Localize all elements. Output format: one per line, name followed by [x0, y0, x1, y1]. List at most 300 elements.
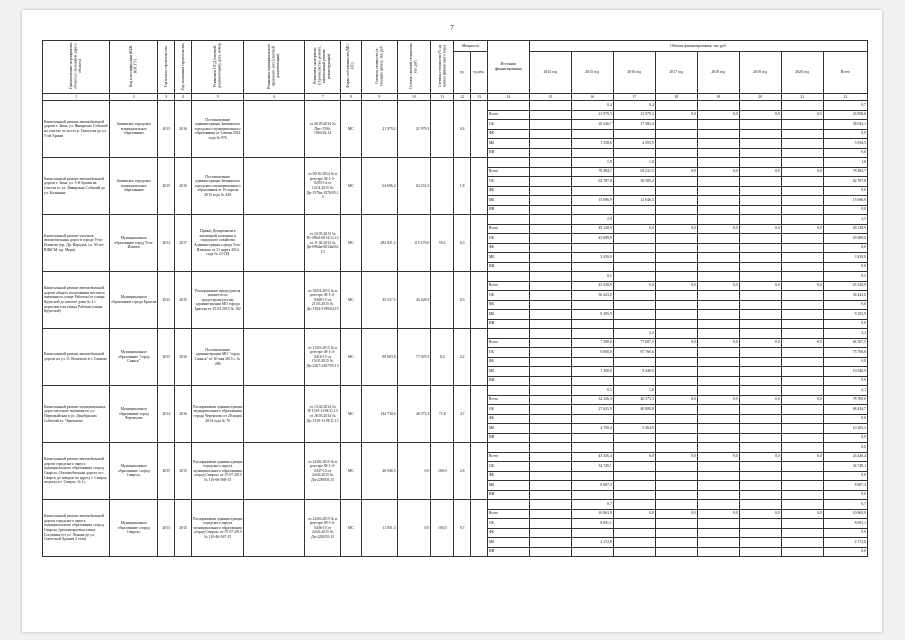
- funding-value: [571, 129, 613, 139]
- object-code: Муниципальное образование «город Свирск»: [110, 443, 158, 500]
- funding-value: [529, 348, 571, 358]
- funding-value: [655, 205, 697, 215]
- funding-source: ФБ: [487, 528, 529, 538]
- ownership: МС: [340, 386, 361, 443]
- funding-total: 43 436,4: [823, 452, 867, 462]
- funding-value: 0,0: [739, 167, 781, 177]
- legal-act: [244, 215, 305, 272]
- funding-value: [571, 319, 613, 329]
- remaining-cost: 63 231,5: [397, 158, 431, 215]
- funding-value: [697, 528, 739, 538]
- column-number: 11: [431, 94, 454, 101]
- funding-value: [655, 528, 697, 538]
- funding-value: [781, 120, 823, 130]
- funding-value: [739, 376, 781, 386]
- funding-value: [697, 462, 739, 472]
- funding-total: 3 439,0: [823, 253, 867, 263]
- funding-value: [613, 490, 655, 500]
- funding-value: [697, 367, 739, 377]
- funding-value: 15 696,9: [571, 196, 613, 206]
- funding-value: [529, 338, 571, 348]
- funding-value: 9 240,9: [613, 367, 655, 377]
- ownership: МС: [340, 272, 361, 329]
- funding-total: 10 863,9: [823, 509, 867, 519]
- funding-value: [739, 519, 781, 529]
- capacity-value: 0,5: [454, 272, 471, 329]
- funding-value: 0,0: [697, 395, 739, 405]
- funding-value: [571, 329, 613, 339]
- capacity-value: 4,7: [454, 386, 471, 443]
- funding-total: 10 265,3: [823, 424, 867, 434]
- funding-value: [529, 177, 571, 187]
- object-code: Муниципальное образование город Черемхово: [110, 386, 158, 443]
- capacity-unit: [471, 443, 488, 500]
- header-expertise: Реквизиты экспертизы (строительство, ремонт, капитальный ремонт, реконструкция): [305, 41, 341, 94]
- funding-value: [571, 443, 613, 453]
- funding-value: [529, 300, 571, 310]
- funding-value: [613, 481, 655, 491]
- funding-total: 0,0: [823, 528, 867, 538]
- funding-source: ФБ: [487, 357, 529, 367]
- funding-value: [529, 386, 571, 396]
- column-number: 1: [43, 94, 110, 101]
- object-code: Муниципальное образование "город Саянск": [110, 329, 158, 386]
- funding-value: 34 749,1: [571, 462, 613, 472]
- funding-value: 7 300,0: [571, 338, 613, 348]
- funding-value: [613, 471, 655, 481]
- funding-value: [739, 101, 781, 111]
- funding-value: [613, 443, 655, 453]
- funding-value: [529, 357, 571, 367]
- funding-source: ИИ: [487, 547, 529, 557]
- funding-value: [739, 490, 781, 500]
- funding-source: ИИ: [487, 205, 529, 215]
- funding-value: [697, 243, 739, 253]
- funding-value: 0,0: [655, 224, 697, 234]
- funding-value: [697, 120, 739, 130]
- table-row: [43, 443, 868, 453]
- start-year: 2014: [158, 386, 175, 443]
- funding-value: 17 583,4: [613, 120, 655, 130]
- funding-value: [613, 148, 655, 158]
- object-name: Капитальный ремонт автомобильной дороги общего пользования местного значения по улице Рабочая (от улицы Крупской до жилого дома № 2 с переулкастом улицы Рабочая-улицы Крупской): [43, 272, 110, 329]
- funding-value: [529, 291, 571, 301]
- funding-value: 1 538,6: [571, 139, 613, 149]
- funding-value: [781, 528, 823, 538]
- readiness: 8,4: [431, 329, 454, 386]
- funding-value: 0,7: [571, 500, 613, 510]
- funding-total: 84 307,5: [823, 338, 867, 348]
- funding-value: [781, 405, 823, 415]
- funding-value: 46 373,3: [613, 395, 655, 405]
- readiness: 100,0: [431, 443, 454, 500]
- funding-value: [739, 433, 781, 443]
- funding-value: [613, 310, 655, 320]
- funding-value: [529, 120, 571, 130]
- object-name: Капитальный ремонт автомобильной дороги городского округа муниципального образования «город Свирск» (ремонтируемая улица Соцлиния (от ул. Ленина до ул. Советской Армии) 2 этап): [43, 500, 110, 557]
- funding-value: 6 000,0: [571, 348, 613, 358]
- funding-value: [697, 300, 739, 310]
- funding-value: 0,0: [613, 509, 655, 519]
- funding-value: 0,0: [655, 509, 697, 519]
- funding-value: [739, 500, 781, 510]
- estimated-cost: 11 851,3: [361, 500, 397, 557]
- funding-value: 0,0: [739, 509, 781, 519]
- column-number: 17: [613, 94, 655, 101]
- funding-source: МБ: [487, 424, 529, 434]
- pso-details: Распоряжение администрации городского округа муниципального образования «город Свирск» от 07.07.2015 № 110-46-567-15: [191, 500, 243, 557]
- capacity-value: 1,8: [454, 158, 471, 215]
- funding-value: 1,8: [571, 158, 613, 168]
- funding-value: [613, 262, 655, 272]
- funding-total: 0,7: [823, 500, 867, 510]
- funding-value: [529, 452, 571, 462]
- funding-value: [781, 196, 823, 206]
- funding-value: [697, 443, 739, 453]
- funding-value: [613, 528, 655, 538]
- funding-value: [655, 367, 697, 377]
- end-year: 2016: [175, 101, 192, 158]
- funding-value: 0,0: [739, 281, 781, 291]
- document-page: [22, 10, 882, 632]
- remaining-cost: 45 428,9: [397, 272, 431, 329]
- funding-value: [529, 262, 571, 272]
- funding-value: [697, 424, 739, 434]
- funding-value: [655, 433, 697, 443]
- funding-source: ОБ: [487, 462, 529, 472]
- funding-value: [655, 129, 697, 139]
- table-row: [43, 101, 868, 111]
- funding-value: [697, 348, 739, 358]
- funding-value: [655, 547, 697, 557]
- funding-value: 12 646,3: [613, 196, 655, 206]
- funding-value: [781, 243, 823, 253]
- column-number: 14: [487, 94, 529, 101]
- funding-value: 63 231,5: [613, 167, 655, 177]
- capacity-unit: [471, 500, 488, 557]
- funding-value: [655, 357, 697, 367]
- funding-total: 0,0: [823, 300, 867, 310]
- funding-value: [781, 101, 823, 111]
- funding-value: [655, 196, 697, 206]
- funding-value: [739, 528, 781, 538]
- expertise-details: от 15.05.2015 № в реестре 38-1-4-0416-15 от 15.05.2015 № Дп-2267-2267/05.15: [305, 329, 341, 386]
- funding-source: ИИ: [487, 262, 529, 272]
- funding-value: 21 979,3: [571, 110, 613, 120]
- funding-source: Всего: [487, 167, 529, 177]
- page-number: 7: [450, 24, 454, 32]
- funding-source: МБ: [487, 538, 529, 548]
- estimated-cost: 282 821,5: [361, 215, 397, 272]
- funding-value: [529, 329, 571, 339]
- capacity-value: 0,4: [454, 101, 471, 158]
- funding-value: [655, 414, 697, 424]
- funding-total: 0,0: [823, 433, 867, 443]
- pso-details: Постановление администрации МО "город Саянск" от 20 мая 2015 г. № 286: [191, 329, 243, 386]
- funding-value: 0,0: [697, 338, 739, 348]
- capacity-value: 2,8: [454, 443, 471, 500]
- funding-value: 77 007,5: [613, 338, 655, 348]
- funding-value: [529, 319, 571, 329]
- funding-value: 45 528,9: [571, 281, 613, 291]
- funding-value: 0,0: [781, 452, 823, 462]
- funding-value: 0,0: [781, 338, 823, 348]
- capacity-unit: [471, 329, 488, 386]
- funding-value: [739, 547, 781, 557]
- column-number: 2: [110, 94, 158, 101]
- pso-details: Распоряжение администрации городского округа муниципального образования «город Свирск» от 07.07.2015 № 110-66-568-15: [191, 443, 243, 500]
- header-name: Наименование мероприятия, объекта (с указанием адреса объекта): [43, 41, 110, 94]
- funding-value: 0,0: [739, 395, 781, 405]
- funding-value: [655, 462, 697, 472]
- funding-value: [739, 405, 781, 415]
- funding-value: [529, 281, 571, 291]
- funding-value: 1,8: [613, 158, 655, 168]
- capacity-value: 2,2: [454, 329, 471, 386]
- funding-total: 1,8: [823, 158, 867, 168]
- funding-value: [613, 234, 655, 244]
- funding-source: ОБ: [487, 291, 529, 301]
- funding-value: [697, 253, 739, 263]
- funding-value: [739, 272, 781, 282]
- funding-value: [529, 528, 571, 538]
- funding-value: [739, 386, 781, 396]
- funding-total: 45 528,9: [823, 281, 867, 291]
- funding-value: [613, 357, 655, 367]
- funding-value: [529, 443, 571, 453]
- funding-value: 2 172,8: [571, 538, 613, 548]
- funding-value: [655, 500, 697, 510]
- funding-value: [529, 433, 571, 443]
- funding-source: Всего: [487, 110, 529, 120]
- funding-value: [655, 310, 697, 320]
- funding-total: 78 700,0: [823, 395, 867, 405]
- funding-value: [781, 329, 823, 339]
- header-legal-act: Реквизиты муниципального правового акта (сметной документации): [244, 41, 305, 94]
- funding-value: 0,0: [655, 281, 697, 291]
- funding-value: 0,0: [781, 281, 823, 291]
- funding-source: ИИ: [487, 376, 529, 386]
- funding-value: 20 440,7: [571, 120, 613, 130]
- funding-total: 0,0: [823, 186, 867, 196]
- start-year: 2015: [158, 272, 175, 329]
- funding-value: [613, 300, 655, 310]
- funding-value: [697, 186, 739, 196]
- pso-details: Распоряжение администрации муниципального образования города Черемхово от 28 марта 2014 года № 70: [191, 386, 243, 443]
- funding-total: 0,0: [823, 547, 867, 557]
- funding-value: 4 395,9: [613, 139, 655, 149]
- funding-value: [529, 310, 571, 320]
- column-number: 3: [158, 94, 175, 101]
- funding-value: [739, 253, 781, 263]
- funding-source: МБ: [487, 196, 529, 206]
- header-code: Код классификации (КБК, КОСГУ): [110, 41, 158, 94]
- pso-details: Распоряжение председателя комитета по градостроительству администрации МО города Братска от 25.03.2015 № 192: [191, 272, 243, 329]
- header-pso: Реквизиты ПСД (сметной документации), дата, номер: [191, 41, 243, 94]
- funding-total: 45 689,9: [823, 234, 867, 244]
- funding-source: МБ: [487, 139, 529, 149]
- funding-source: ФБ: [487, 186, 529, 196]
- funding-value: [529, 215, 571, 225]
- capacity-value: 6,3: [454, 215, 471, 272]
- funding-value: [613, 186, 655, 196]
- column-number: 8: [340, 94, 361, 101]
- funding-total: 8 687,3: [823, 481, 867, 491]
- funding-source: МБ: [487, 481, 529, 491]
- table-row: [43, 158, 868, 168]
- funding-source: ОБ: [487, 120, 529, 130]
- header-year-2015: 2015 год: [571, 52, 613, 94]
- funding-value: [655, 101, 697, 111]
- funding-total: 0,0: [823, 376, 867, 386]
- funding-value: [613, 500, 655, 510]
- funding-value: 0,0: [613, 224, 655, 234]
- funding-value: [529, 376, 571, 386]
- funding-value: [739, 424, 781, 434]
- funding-value: [655, 490, 697, 500]
- funding-total: 0,7: [823, 101, 867, 111]
- funding-value: [781, 158, 823, 168]
- funding-value: [613, 272, 655, 282]
- header-cap-unit: ед.изм.: [471, 52, 488, 94]
- funding-value: [781, 433, 823, 443]
- estimated-cost: 45 527,5: [361, 272, 397, 329]
- funding-total: 5 934,5: [823, 139, 867, 149]
- remaining-cost: 0,0: [397, 500, 431, 557]
- funding-value: [739, 120, 781, 130]
- remaining-cost: 115 279,0: [397, 215, 431, 272]
- readiness: [431, 101, 454, 158]
- funding-value: [529, 509, 571, 519]
- legal-act: [244, 329, 305, 386]
- funding-value: [655, 405, 697, 415]
- funding-value: [655, 262, 697, 272]
- funding-value: 0,0: [697, 452, 739, 462]
- funding-value: [697, 386, 739, 396]
- funding-value: [697, 177, 739, 187]
- funding-value: [613, 253, 655, 263]
- funding-source: ОБ: [487, 348, 529, 358]
- funding-value: [613, 414, 655, 424]
- remaining-cost: 0,0: [397, 443, 431, 500]
- funding-total: 0,0: [823, 414, 867, 424]
- funding-value: [571, 490, 613, 500]
- funding-value: [613, 205, 655, 215]
- funding-value: [697, 205, 739, 215]
- start-year: 2015: [158, 329, 175, 386]
- funding-value: [739, 348, 781, 358]
- funding-source: Всего: [487, 395, 529, 405]
- funding-value: [529, 148, 571, 158]
- funding-value: [655, 519, 697, 529]
- funding-total: 0,0: [823, 357, 867, 367]
- funding-value: 50 585,2: [613, 177, 655, 187]
- header-total: Всего: [823, 52, 867, 94]
- funding-value: [739, 196, 781, 206]
- funding-value: [655, 386, 697, 396]
- funding-value: 0,0: [739, 224, 781, 234]
- funding-value: [655, 177, 697, 187]
- funding-value: [781, 234, 823, 244]
- funding-value: [781, 443, 823, 453]
- start-year: 2015: [158, 101, 175, 158]
- funding-total: 62 787,8: [823, 177, 867, 187]
- end-year: 2016: [175, 329, 192, 386]
- funding-value: 0,5: [571, 272, 613, 282]
- funding-source: ФБ: [487, 414, 529, 424]
- funding-value: [529, 424, 571, 434]
- funding-source: Всего: [487, 224, 529, 234]
- funding-source: МБ: [487, 310, 529, 320]
- column-number: 5: [191, 94, 243, 101]
- funding-value: [781, 348, 823, 358]
- funding-value: [781, 139, 823, 149]
- estimated-cost: 21 979,2: [361, 101, 397, 158]
- header-year-2020: 2020 год: [781, 52, 823, 94]
- funding-value: [697, 490, 739, 500]
- end-year: 2016: [175, 386, 192, 443]
- readiness: 71,8: [431, 386, 454, 443]
- ownership: МС: [340, 443, 361, 500]
- readiness: [431, 158, 454, 215]
- funding-value: 9 105,9: [571, 310, 613, 320]
- funding-value: 3 439,0: [571, 253, 613, 263]
- funding-value: [781, 386, 823, 396]
- funding-value: [739, 462, 781, 472]
- funding-value: 0,0: [781, 395, 823, 405]
- funding-source: ИИ: [487, 148, 529, 158]
- remaining-cost: 21 979,3: [397, 101, 431, 158]
- funding-value: [529, 110, 571, 120]
- funding-value: [781, 215, 823, 225]
- funding-value: 0,0: [655, 338, 697, 348]
- table-row: [43, 215, 868, 225]
- funding-total: 0,0: [823, 443, 867, 453]
- column-number: 20: [739, 94, 781, 101]
- funding-source: ОБ: [487, 177, 529, 187]
- funding-value: [781, 538, 823, 548]
- funding-value: [613, 433, 655, 443]
- funding-value: 2,2: [613, 329, 655, 339]
- funding-value: 5 564,9: [613, 424, 655, 434]
- funding-source: ФБ: [487, 129, 529, 139]
- funding-value: [781, 319, 823, 329]
- funding-value: [613, 538, 655, 548]
- funding-value: 0,4: [571, 101, 613, 111]
- funding-value: [739, 186, 781, 196]
- column-number: 6: [244, 94, 305, 101]
- funding-value: [571, 547, 613, 557]
- end-year: 2015: [175, 500, 192, 557]
- funding-total: 9 105,9: [823, 310, 867, 320]
- funding-value: [697, 148, 739, 158]
- funding-value: [613, 547, 655, 557]
- funding-value: [655, 120, 697, 130]
- funding-value: 0,4: [613, 101, 655, 111]
- funding-value: [571, 205, 613, 215]
- funding-value: 0,0: [697, 281, 739, 291]
- funding-value: [697, 500, 739, 510]
- estimated-cost: 144 730,6: [361, 386, 397, 443]
- funding-value: [781, 500, 823, 510]
- funding-value: [697, 215, 739, 225]
- funding-value: [613, 376, 655, 386]
- ownership: МС: [340, 215, 361, 272]
- funding-value: 0,0: [697, 224, 739, 234]
- funding-value: [739, 243, 781, 253]
- funding-value: [739, 319, 781, 329]
- funding-value: [781, 490, 823, 500]
